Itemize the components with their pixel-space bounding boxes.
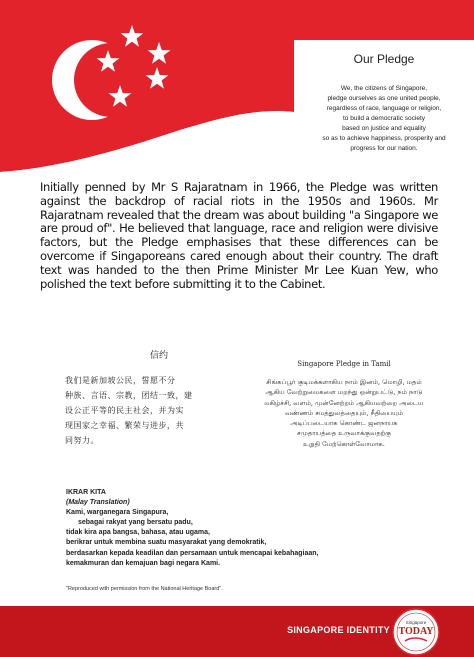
malay-line: Kami, warganegara Singapura, <box>66 509 169 517</box>
footnote: "Reproduced with permission from the National Heritage Board". <box>66 586 223 592</box>
tamil-line: ஆகிய வேற்றுமைகளை மறந்து ஒன்றுபட்டு, நம் நாடு <box>265 388 423 397</box>
logo-text-top: Singapore <box>405 620 427 625</box>
malay-subheading: (Malay Translation) <box>66 499 130 507</box>
chinese-line: 现国家之幸福、繁荣与进步，共 <box>65 421 184 430</box>
tamil-line: வண்ணம் சமத்துவத்தையும், நீதியையும் <box>284 408 404 417</box>
chinese-pledge-title: 信约 <box>150 351 169 361</box>
tamil-line: உறுதி மேற்கொள்வோமாக. <box>303 439 385 448</box>
tamil-pledge-text <box>250 377 438 449</box>
pledge-line: so as to achieve happiness, prosperity and <box>322 135 446 142</box>
tamil-pledge-title: Singapore Pledge in Tamil <box>297 360 391 368</box>
pledge-line: to build a democratic society <box>342 115 425 122</box>
chinese-pledge-text <box>65 373 237 448</box>
pledge-title: Our Pledge <box>353 52 415 66</box>
malay-line: sebagai rakyat yang bersatu padu, <box>78 519 193 527</box>
malay-heading: IKRAR KITA <box>66 489 106 496</box>
pledge-box <box>294 40 474 180</box>
tamil-line: அடிப்படையாக கொண்ட ஜனநாயக <box>290 419 398 428</box>
footer-title: SINGAPORE IDENTITY <box>287 625 390 635</box>
pledge-text <box>294 84 474 154</box>
singapore-today-logo <box>391 608 441 656</box>
footer-bar <box>0 606 474 657</box>
tamil-line: சிங்கப்பூர் குடிமக்களாகிய நாம் இனம், மொழி, மதம் <box>266 378 422 386</box>
malay-line: berdasarkan kepada keadilan dan persamaan untuk mencapai kebahagiaan, <box>66 549 319 557</box>
malay-line: kemakmuran dan kemajuan bagi negara Kami. <box>66 559 221 567</box>
pledge-line: based on justice and equality <box>342 125 426 132</box>
malay-line: tidak kira apa bangsa, bahasa, atau ugama, <box>66 529 210 537</box>
pledge-line: We, the citizens of Singapore, <box>340 85 428 92</box>
chinese-line: 同努力。 <box>65 436 99 445</box>
intro-paragraph: Initially penned by Mr S Rajaratnam in 1966, the Pledge was written against the backdrop of racial riots in the 1950s and 1960s. Mr Rajaratnam revealed that the dream was about building "a Singapore we are proud of". He believed that language, race and religion were divisive factors, but the Pledge emphasises that these differences can be overcome if Singaporeans cared enough about their country. The draft text was handed to the then Prime Minister Mr Lee Kuan Yew, who polished the text before submitting it to the Cabinet. <box>40 180 438 291</box>
tamil-line: சமுதாயத்தை உருவாக்குவதற்கு <box>296 429 392 438</box>
logo-text-main: TODAY <box>398 626 434 637</box>
chinese-line: 设公正平等的民主社会，并为实 <box>65 406 184 415</box>
tamil-line: மகிழ்ச்சி, வளம், முன்னேற்றம் ஆகியவற்றை அடைய <box>264 398 424 407</box>
pledge-line: progress for our nation. <box>350 145 418 152</box>
pledge-line: regardless of race, language or religion, <box>326 105 442 112</box>
crescent-inner <box>74 43 148 117</box>
malay-pledge <box>66 488 396 569</box>
chinese-line: 种族、言语、宗教，团结一致，建 <box>65 391 193 400</box>
pledge-line: pledge ourselves as one united people, <box>327 95 441 102</box>
malay-line: berikrar untuk membina suatu masyarakat yang demokratik, <box>66 539 267 547</box>
chinese-line: 我们是新加坡公民，誓愿不分 <box>65 376 176 385</box>
